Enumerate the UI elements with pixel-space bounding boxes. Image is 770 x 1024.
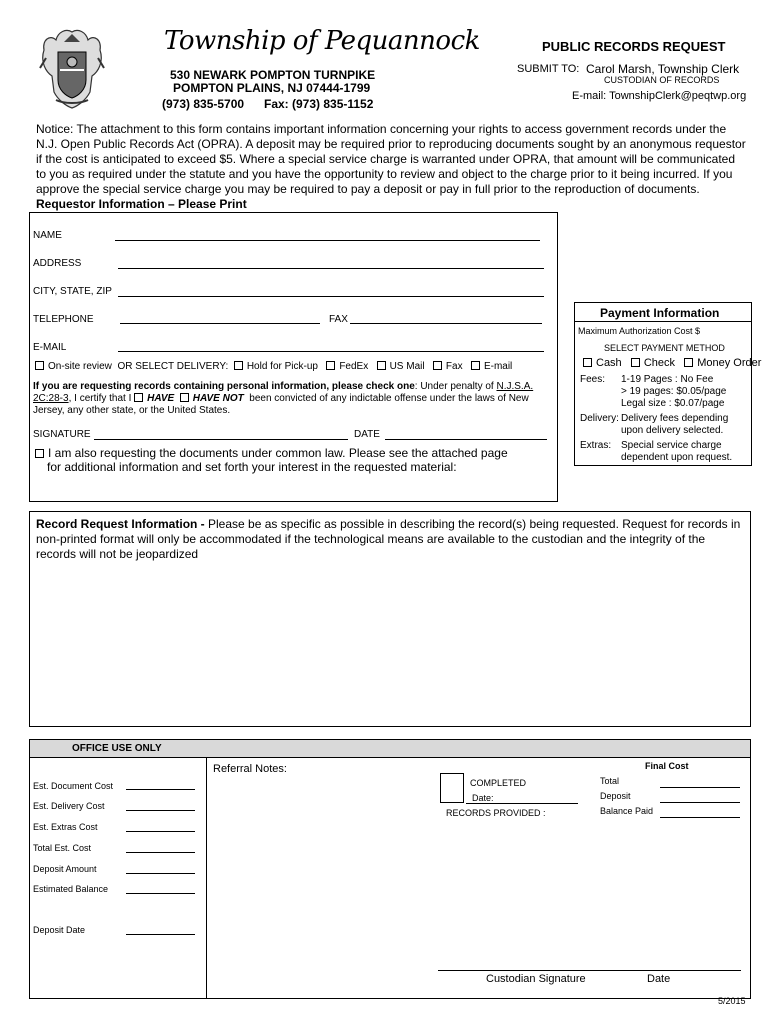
total-field[interactable] <box>660 787 740 788</box>
deposit-date-field[interactable] <box>126 934 195 935</box>
custodian-signature-field[interactable] <box>438 970 741 971</box>
deposit-amount-field[interactable] <box>126 873 195 874</box>
completed-date-label: Date: <box>472 793 494 803</box>
delivery-fee-line-1: Delivery fees depending <box>621 413 729 424</box>
name-label: NAME <box>33 230 62 241</box>
email-label: E-MAIL <box>33 342 67 353</box>
extras-line-1: Special service charge <box>621 440 722 451</box>
address-line-2: POMPTON PLAINS, NJ 07444-1799 <box>173 81 371 95</box>
est-extras-cost-label: Est. Extras Cost <box>33 822 98 832</box>
estimated-balance-field[interactable] <box>126 893 195 894</box>
select-method-label: SELECT PAYMENT METHOD <box>604 343 725 353</box>
est-document-cost-label: Est. Document Cost <box>33 781 114 791</box>
record-request-text <box>36 517 744 562</box>
statute-label: 2C:28-3 <box>33 393 69 404</box>
est-delivery-cost-field[interactable] <box>126 810 195 811</box>
estimated-balance-label: Estimated Balance <box>33 884 109 894</box>
record-request-body: Please be as specific as possible in describing the record(s) being requested. Request for records in non-printed format will only be accommodated if the technological means are available to the custodian and the integrity of the records will not be jeopardized <box>36 517 741 561</box>
est-delivery-cost-label: Est. Delivery Cost <box>33 801 105 811</box>
common-law-checkbox[interactable] <box>35 449 44 458</box>
address-line-1: 530 NEWARK POMPTON TURNPIKE <box>170 68 376 82</box>
balance-paid-label: Balance Paid <box>600 806 654 816</box>
convicted-text: been convicted of any indictable offense under the laws of New Jersey, any other state, or the United States. <box>33 393 529 416</box>
certify-label: , I certify that I <box>68 393 132 404</box>
check-label: Check <box>643 357 676 369</box>
fees-line-2: > 19 pages: $0.05/page <box>621 386 727 397</box>
date-field[interactable] <box>385 439 547 440</box>
record-request-heading: Record Request Information - <box>36 517 209 531</box>
name-field[interactable] <box>115 240 540 241</box>
deposit-date-label: Deposit Date <box>33 925 86 935</box>
total-est-cost-field[interactable] <box>126 852 195 853</box>
payment-methods-row <box>583 357 761 369</box>
usmail-label: US Mail <box>389 361 425 372</box>
email-address: E-mail: TownshipClerk@peqtwp.org <box>572 90 747 102</box>
completed-label: COMPLETED <box>470 778 527 788</box>
completed-checkbox[interactable] <box>440 773 464 803</box>
delivery-fee-label: Delivery: <box>580 413 619 424</box>
usmail-checkbox[interactable] <box>377 361 386 370</box>
delivery-fee-line-2: upon delivery selected. <box>621 425 724 436</box>
notice-text: Notice: The attachment to this form contains important information concerning your rights to access government records under the N.J. Open Public Records Act (OPRA). A deposit may be required prior to reproducing documents sought by an anonymous requestor if the cost is anticipated to exceed $5. Where a special service charge is warranted under OPRA, that amount will be communicated to you as required under the statute and you have the opportunity to review and object to the charge prior to it being incurred. If you approve the special service charge you may be required to pay a deposit or pay in full prior to the reproduction of documents. <box>36 122 746 196</box>
requestor-heading: Requestor Information – Please Print <box>36 197 247 211</box>
total-est-cost-label: Total Est. Cost <box>33 843 92 853</box>
personal-info-rest: : Under penalty of <box>414 381 494 392</box>
deposit-label: Deposit <box>600 791 631 801</box>
date-label: DATE <box>354 429 380 440</box>
have-checkbox[interactable] <box>134 393 143 402</box>
common-law-text: I am also requesting the documents under common law. Please see the attached page for additional information and set forth your interest in the requested material: <box>47 446 508 474</box>
common-law-row <box>35 446 515 474</box>
extras-label: Extras: <box>580 440 612 451</box>
fax-label: FAX <box>329 314 348 325</box>
signature-label: SIGNATURE <box>33 429 91 440</box>
check-checkbox[interactable] <box>631 358 640 367</box>
address-label: ADDRESS <box>33 258 82 269</box>
njsa-label: N.J.S.A. <box>496 381 534 392</box>
fax-delivery-checkbox[interactable] <box>433 361 442 370</box>
extras-line-2: dependent upon request. <box>621 452 733 463</box>
email-delivery-checkbox[interactable] <box>471 361 480 370</box>
deposit-field[interactable] <box>660 802 740 803</box>
est-document-cost-field[interactable] <box>126 789 195 790</box>
referral-notes-label: Referral Notes: <box>213 763 287 775</box>
telephone-field[interactable] <box>120 323 320 324</box>
have-not-checkbox[interactable] <box>180 393 189 402</box>
office-left-divider <box>206 758 207 999</box>
records-provided-label: RECORDS PROVIDED : <box>446 808 546 818</box>
phone-number: (973) 835-5700 <box>162 97 245 111</box>
city-state-zip-field[interactable] <box>118 296 544 297</box>
completed-date-field[interactable] <box>466 803 578 804</box>
custodian-signature-label: Custodian Signature <box>486 973 586 985</box>
personal-info-text <box>33 381 548 417</box>
pickup-label: Hold for Pick-up <box>246 361 318 372</box>
payment-heading: Payment Information <box>600 306 720 320</box>
onsite-checkbox[interactable] <box>35 361 44 370</box>
fax-field[interactable] <box>350 323 542 324</box>
final-cost-label: Final Cost <box>645 761 689 771</box>
email-field[interactable] <box>118 351 544 352</box>
form-title: PUBLIC RECORDS REQUEST <box>542 39 726 54</box>
city-state-zip-label: CITY, STATE, ZIP <box>33 286 112 297</box>
total-label: Total <box>600 776 620 786</box>
cash-label: Cash <box>596 357 622 369</box>
money-order-checkbox[interactable] <box>684 358 693 367</box>
custodian-label: CUSTODIAN OF RECORDS <box>604 75 720 85</box>
deposit-amount-label: Deposit Amount <box>33 864 97 874</box>
max-cost-label: Maximum Authorization Cost $ <box>578 326 701 336</box>
fax-delivery-label: Fax <box>445 361 463 372</box>
money-order-label: Money Order <box>697 357 762 369</box>
submit-to-label: SUBMIT TO: <box>517 63 580 75</box>
office-use-box <box>29 739 751 999</box>
have-not-label: HAVE NOT <box>192 393 244 404</box>
fax-number: Fax: (973) 835-1152 <box>264 97 374 111</box>
custodian-date-label: Date <box>647 973 671 985</box>
onsite-label: On-site review <box>48 361 112 372</box>
pickup-checkbox[interactable] <box>234 361 243 370</box>
form-version: 5/2015 <box>718 996 746 1006</box>
telephone-label: TELEPHONE <box>33 314 94 325</box>
delivery-row <box>35 361 512 372</box>
township-seal <box>36 22 108 110</box>
cash-checkbox[interactable] <box>583 358 592 367</box>
balance-paid-field[interactable] <box>660 817 740 818</box>
est-extras-cost-field[interactable] <box>126 831 195 832</box>
payment-header-divider <box>574 321 752 322</box>
address-field[interactable] <box>118 268 544 269</box>
delivery-or-label: OR SELECT DELIVERY: <box>117 361 229 372</box>
signature-field[interactable] <box>94 439 348 440</box>
fees-line-1: 1-19 Pages : No Fee <box>621 374 714 385</box>
submit-to-name: Carol Marsh, Township Clerk <box>586 62 740 76</box>
fees-line-3: Legal size : $0.07/page <box>621 398 725 409</box>
personal-info-bold: If you are requesting records containing personal information, please check one <box>33 381 415 392</box>
office-use-heading: OFFICE USE ONLY <box>72 743 162 754</box>
email-delivery-label: E-mail <box>483 361 513 372</box>
fedex-checkbox[interactable] <box>326 361 335 370</box>
fedex-label: FedEx <box>339 361 369 372</box>
fees-label: Fees: <box>580 374 606 385</box>
township-name: Township of Pequannock <box>164 26 480 56</box>
have-label: HAVE <box>147 393 175 404</box>
